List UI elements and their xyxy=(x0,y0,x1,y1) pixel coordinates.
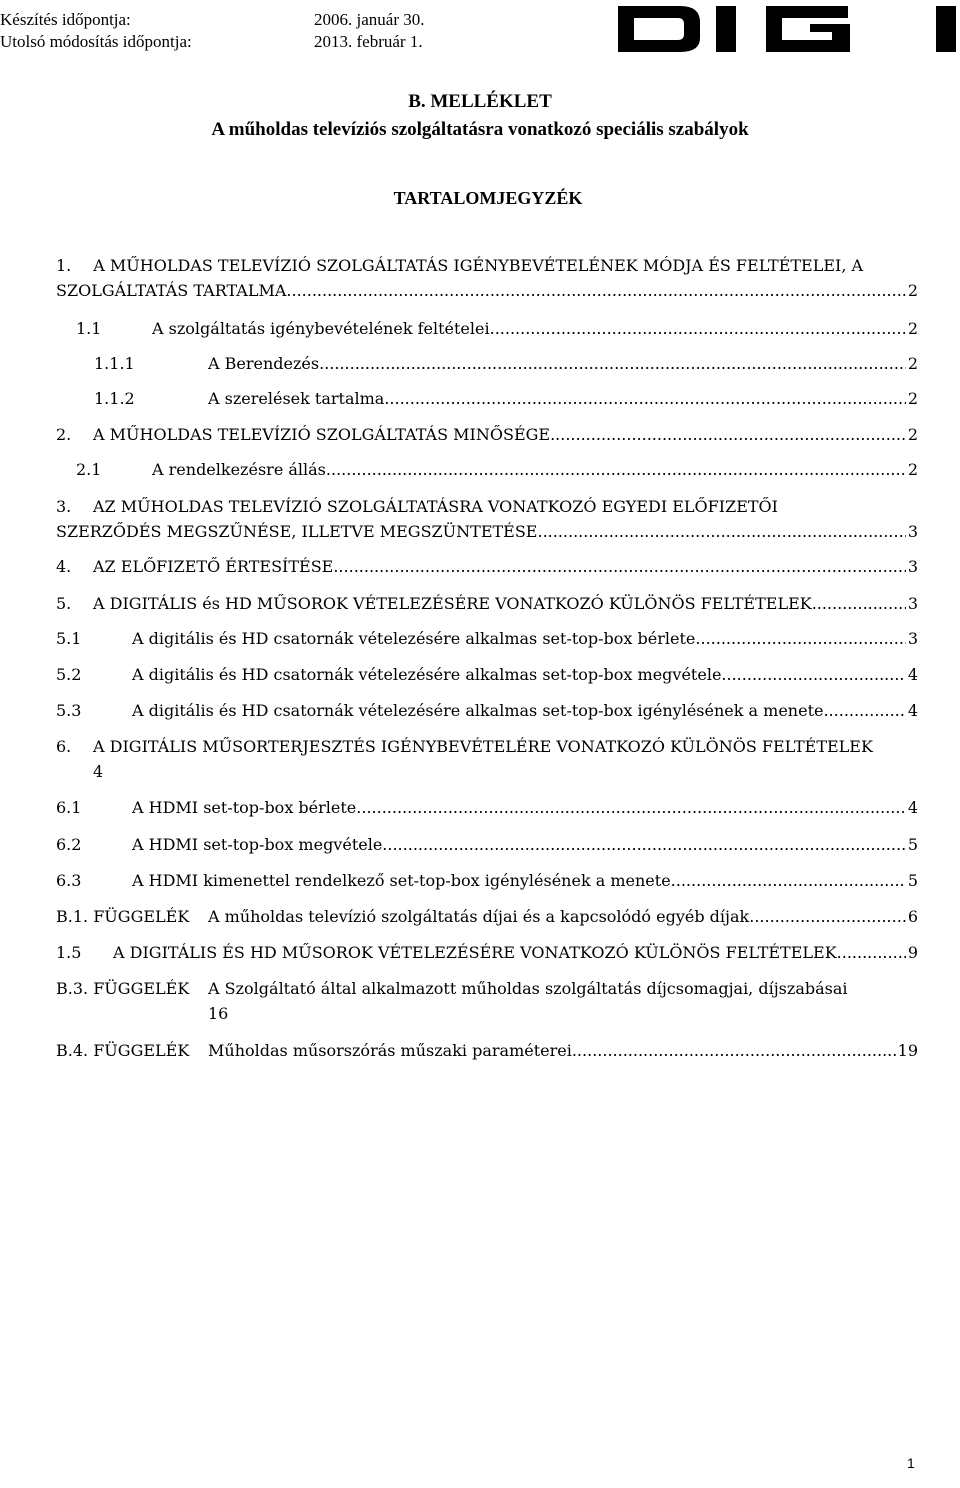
toc-entry-line xyxy=(56,1038,918,1063)
toc-entry-page: 3 xyxy=(907,629,918,648)
toc-entry-page: 3 xyxy=(907,522,918,541)
toc-entry-line xyxy=(56,351,918,376)
toc-leader-dots xyxy=(382,832,906,857)
toc-heading: TARTALOMJEGYZÉK xyxy=(393,188,583,208)
toc-entry-title: A MŰHOLDAS TELEVÍZIÓ SZOLGÁLTATÁS IGÉNYBEVÉTELÉNEK MÓDJA ÉS FELTÉTELEI, A xyxy=(93,256,864,275)
toc-entry-title: A Berendezés xyxy=(208,354,320,373)
toc-entry-5-2[interactable] xyxy=(56,662,918,687)
toc-entry-number: 6. xyxy=(56,737,72,756)
toc-entry-title: A digitális és HD csatornák vételezésére alkalmas set-top-box bérlete xyxy=(132,629,696,648)
toc-entry-title-cont: SZERZŐDÉS MEGSZŰNÉSE, ILLETVE MEGSZÜNTETÉSE xyxy=(56,522,538,541)
page-number: 1 xyxy=(907,1455,915,1471)
toc-entry-6-2[interactable] xyxy=(56,832,918,857)
toc-leader-dots xyxy=(384,386,905,411)
toc-leader-dots xyxy=(333,554,905,579)
toc-entry-line xyxy=(56,494,918,519)
toc-leader-dots xyxy=(823,698,905,723)
toc-entry-line xyxy=(56,626,918,651)
toc-leader-dots xyxy=(319,351,906,376)
toc-entry-1-1-1[interactable] xyxy=(56,351,918,376)
toc-entry-line xyxy=(56,519,918,544)
toc-leader-dots xyxy=(286,278,905,303)
toc-entry-5-1[interactable] xyxy=(56,626,918,651)
toc-entry-page: 4 xyxy=(907,798,918,817)
toc-entry-line xyxy=(56,662,918,687)
toc-entry-title: A szerelések tartalma xyxy=(208,389,385,408)
toc-entry-number: 2. xyxy=(56,425,72,444)
toc-entry-1-1-2[interactable] xyxy=(56,386,918,411)
toc-entry-page: 3 xyxy=(907,594,918,613)
toc-entry-3[interactable] xyxy=(56,494,918,544)
toc-entry-page: 6 xyxy=(907,907,918,926)
toc-entry-number: B.4. FÜGGELÉK xyxy=(56,1041,190,1060)
annex-subtitle: A műholdas televíziós szolgáltatásra vonatkozó speciális szabályok xyxy=(211,119,749,140)
toc-entry-5-3[interactable] xyxy=(56,698,918,723)
toc-entry-page: 2 xyxy=(907,389,918,408)
toc-entry-title: A digitális és HD csatornák vételezésére alkalmas set-top-box igénylésének a menete xyxy=(132,701,824,720)
toc-leader-dots xyxy=(837,940,906,965)
created-value: 2006. január 30. xyxy=(314,10,425,29)
toc-entry-number: 5. xyxy=(56,594,72,613)
created-label: Készítés időpontja: xyxy=(0,10,131,29)
toc-entry-title-cont: SZOLGÁLTATÁS TARTALMA xyxy=(56,281,287,300)
toc-entry-page: 4 xyxy=(907,665,918,684)
toc-entry-line xyxy=(56,457,918,482)
modified-label: Utolsó módosítás időpontja: xyxy=(0,32,192,51)
toc-leader-dots xyxy=(695,626,905,651)
toc-entry-page: 19 xyxy=(897,1041,918,1060)
toc-entry-page: 3 xyxy=(907,557,918,576)
toc-entry-number: 6.1 xyxy=(56,798,82,817)
toc-entry-line xyxy=(56,795,918,820)
toc-entry-1[interactable] xyxy=(56,253,918,303)
toc-entry-2-1[interactable] xyxy=(56,457,918,482)
toc-entry-title: A DIGITÁLIS ÉS HD MŰSOROK VÉTELEZÉSÉRE VONATKOZÓ KÜLÖNÖS FELTÉTELEK xyxy=(113,943,837,962)
toc-entry-page: 2 xyxy=(907,425,918,444)
toc-entry-number: B.1. FÜGGELÉK xyxy=(56,907,190,926)
created-row xyxy=(0,9,424,31)
toc-entry-b1[interactable] xyxy=(56,904,918,929)
toc-entry-title: A MŰHOLDAS TELEVÍZIÓ SZOLGÁLTATÁS MINŐSÉGE xyxy=(93,425,551,444)
toc-leader-dots xyxy=(721,662,905,687)
toc-entry-title: A HDMI set-top-box megvétele xyxy=(132,835,383,854)
toc-entry-page: 2 xyxy=(907,281,918,300)
toc-entry-line xyxy=(56,278,918,303)
toc-leader-dots xyxy=(572,1038,896,1063)
toc-leader-dots xyxy=(537,519,905,544)
toc-entry-1-5[interactable] xyxy=(56,940,918,965)
toc-entry-line xyxy=(56,316,918,341)
toc-leader-dots xyxy=(490,316,906,341)
toc-entry-page: 9 xyxy=(907,943,918,962)
digi-logo xyxy=(618,4,958,54)
toc-entry-5[interactable] xyxy=(56,591,918,616)
toc-entry-1-1[interactable] xyxy=(56,316,918,341)
toc-entry-6-3[interactable] xyxy=(56,868,918,893)
toc-entry-title: Műholdas műsorszórás műszaki paraméterei xyxy=(208,1041,572,1060)
toc-entry-line xyxy=(56,253,918,278)
toc-entry-title: A Szolgáltató által alkalmazott műholdas szolgáltatás díjcsomagjai, díjszabásai xyxy=(208,979,848,998)
toc-entry-page: 5 xyxy=(907,835,918,854)
toc-entry-page: 5 xyxy=(907,871,918,890)
toc-entry-number: 1.1.2 xyxy=(94,389,135,408)
toc-entry-title: A rendelkezésre állás xyxy=(152,460,326,479)
toc-entry-line xyxy=(56,734,918,759)
toc-entry-line xyxy=(56,591,918,616)
toc-entry-6[interactable] xyxy=(56,734,918,784)
toc-entry-line xyxy=(56,904,918,929)
toc-entry-number: 2.1 xyxy=(76,460,102,479)
toc-entry-line xyxy=(56,386,918,411)
toc-entry-number: 3. xyxy=(56,497,72,516)
toc-entry-number: 6.2 xyxy=(56,835,82,854)
toc-entry-4[interactable] xyxy=(56,554,918,579)
annex-title: B. MELLÉKLET xyxy=(408,91,552,112)
toc-entry-page: 4 xyxy=(93,762,104,781)
toc-entry-line xyxy=(56,554,918,579)
toc-entry-number: 1.5 xyxy=(56,943,82,962)
toc-entry-line xyxy=(56,940,918,965)
toc-entry-title: A DIGITÁLIS és HD MŰSOROK VÉTELEZÉSÉRE VONATKOZÓ KÜLÖNÖS FELTÉTELEK xyxy=(93,594,812,613)
toc-entry-number: 4. xyxy=(56,557,72,576)
toc-entry-line xyxy=(56,832,918,857)
toc-entry-page: 2 xyxy=(907,319,918,338)
toc-leader-dots xyxy=(550,422,906,447)
toc-entry-page: 16 xyxy=(208,1004,229,1023)
toc-entry-b3[interactable] xyxy=(56,976,918,1026)
toc-entry-number: B.3. FÜGGELÉK xyxy=(56,979,190,998)
toc-entry-number: 5.2 xyxy=(56,665,82,684)
toc-leader-dots xyxy=(326,457,906,482)
toc-entry-6-1[interactable] xyxy=(56,795,918,820)
toc-entry-title: A műholdas televízió szolgáltatás díjai és a kapcsolódó egyéb díjak xyxy=(208,907,750,926)
toc-leader-dots xyxy=(749,904,906,929)
toc-entry-number: 5.3 xyxy=(56,701,82,720)
modified-value: 2013. február 1. xyxy=(314,32,423,51)
toc-entry-line xyxy=(56,698,918,723)
toc-entry-number: 5.1 xyxy=(56,629,82,648)
toc-entry-title: A DIGITÁLIS MŰSORTERJESZTÉS IGÉNYBEVÉTELÉRE VONATKOZÓ KÜLÖNÖS FELTÉTELEK xyxy=(93,737,873,756)
toc-entry-title: A szolgáltatás igénybevételének feltételei xyxy=(152,319,490,338)
toc-entry-page: 2 xyxy=(907,460,918,479)
toc-entry-number: 6.3 xyxy=(56,871,82,890)
toc-entry-page: 4 xyxy=(907,701,918,720)
modified-row xyxy=(0,31,424,53)
toc-entry-line xyxy=(56,976,918,1001)
toc-entry-line xyxy=(56,868,918,893)
toc-entry-number: 1. xyxy=(56,256,72,275)
toc-entry-2[interactable] xyxy=(56,422,918,447)
toc-entry-line xyxy=(56,422,918,447)
toc-entry-title: A HDMI kimenettel rendelkező set-top-box igénylésének a menete xyxy=(132,871,671,890)
toc-entry-number: 1.1 xyxy=(76,319,102,338)
toc-entry-title: A digitális és HD csatornák vételezésére alkalmas set-top-box megvétele xyxy=(132,665,722,684)
document-metadata xyxy=(0,9,424,53)
toc-entry-b4[interactable] xyxy=(56,1038,918,1063)
toc-entry-number: 1.1.1 xyxy=(94,354,135,373)
toc-leader-dots xyxy=(356,795,906,820)
toc-entry-title: AZ ELŐFIZETŐ ÉRTESÍTÉSE xyxy=(93,557,334,576)
toc-entry-title: AZ MŰHOLDAS TELEVÍZIÓ SZOLGÁLTATÁSRA VONATKOZÓ EGYEDI ELŐFIZETŐI xyxy=(93,497,778,516)
toc-leader-dots xyxy=(812,591,906,616)
toc-entry-page: 2 xyxy=(907,354,918,373)
document-title xyxy=(0,88,960,144)
toc-leader-dots xyxy=(671,868,906,893)
toc-entry-title: A HDMI set-top-box bérlete xyxy=(132,798,357,817)
